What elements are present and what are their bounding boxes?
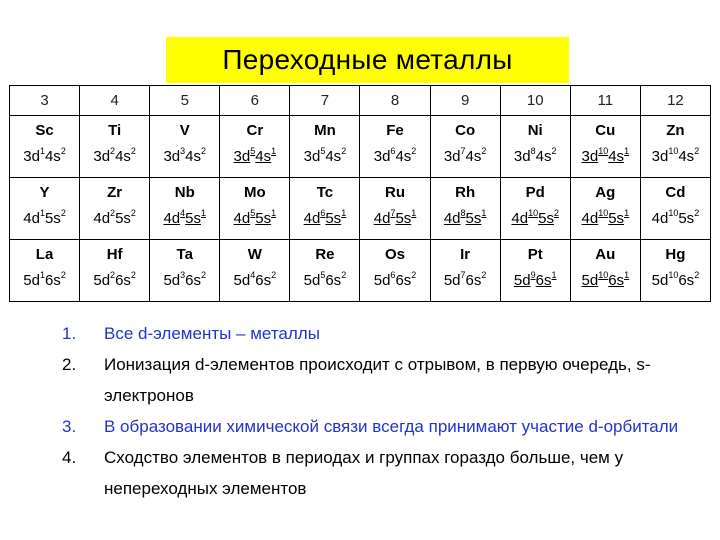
element-symbol: Rh [455,184,476,202]
orbital-label: 6s [465,272,482,290]
element-cell [570,240,640,302]
orbital-label: 5d [651,272,669,290]
electron-configuration [641,210,710,228]
orbital-label: 6s [535,272,552,290]
electron-configuration [10,272,79,290]
electron-configuration [150,272,219,290]
orbital-electron-count: 10 [668,208,679,219]
orbital-label: 6s [325,272,342,290]
orbital-label: 5s [465,210,482,228]
orbital-label: 5d [163,272,181,290]
fact-text: Сходство элементов в периодах и группах гораздо больше, чем у непереходных элементов [104,448,624,498]
group-number: 4 [80,86,150,116]
orbital-label: 6s [678,272,695,290]
orbital-electron-count: 2 [341,270,347,281]
electron-configuration [431,210,500,228]
orbital-electron-count: 6 [390,270,396,281]
element-symbol: Nb [174,184,195,202]
orbital-label: 4d [511,210,529,228]
orbital-label: 5s [115,210,131,228]
orbital-label: 5s [538,210,554,228]
orbital-label: 5s [608,210,625,228]
orbital-label: 4d [373,210,391,228]
orbital-electron-count: 10 [668,270,679,281]
orbital-electron-count: 5 [320,270,326,281]
element-cell [570,116,640,178]
electron-configuration [220,210,289,228]
element-cell [500,178,570,240]
orbital-electron-count: 1 [201,208,207,219]
orbital-label: 5s [185,210,201,228]
element-symbol: Hg [665,246,686,264]
electron-configuration [360,210,429,228]
element-symbol: Cr [246,122,264,140]
group-number: 6 [220,86,290,116]
element-symbol: Ir [460,246,471,264]
element-symbol: Ni [527,122,543,140]
orbital-label: 4d [93,210,111,228]
orbital-electron-count: 10 [598,146,609,157]
orbital-label: 4d [651,210,669,228]
orbital-electron-count: 1 [271,208,277,219]
orbital-electron-count: 4 [250,270,256,281]
fact-text: В образовании химической связи всегда принимают участие d-орбитали [104,417,679,436]
group-number: 5 [150,86,220,116]
element-symbol: Ti [108,122,122,140]
orbital-electron-count: 2 [110,208,116,219]
orbital-label: 4d [233,210,251,228]
period-row [10,178,711,240]
element-cell [360,116,430,178]
orbital-electron-count: 7 [390,208,396,219]
orbital-electron-count: 2 [110,270,116,281]
element-cell [10,178,80,240]
orbital-electron-count: 2 [411,146,417,157]
element-symbol: Fe [386,122,404,140]
element-cell [430,116,500,178]
fact-item [62,318,692,349]
fact-number: 1. [62,324,77,343]
element-cell [10,240,80,302]
orbital-label: 3d [513,148,531,166]
element-cell [220,116,290,178]
element-cell [80,240,150,302]
orbital-label: 4s [185,148,201,166]
orbital-electron-count: 2 [130,270,136,281]
orbital-electron-count: 5 [250,208,256,219]
element-symbol: Zn [666,122,685,140]
orbital-label: 6s [115,272,131,290]
element-symbol: Re [315,246,335,264]
facts-list [62,318,692,504]
orbital-label: 5d [93,272,111,290]
element-symbol: Sc [35,122,54,140]
electron-configuration [501,272,570,290]
element-cell [640,178,710,240]
orbital-label: 3d [581,148,599,166]
orbital-label: 5s [44,210,61,228]
orbital-label: 4s [535,148,552,166]
element-cell [150,178,220,240]
group-number: 7 [290,86,360,116]
electron-configuration [290,148,359,166]
orbital-label: 5d [581,272,599,290]
orbital-electron-count: 1 [39,146,45,157]
orbital-label: 3d [651,148,669,166]
orbital-label: 4s [325,148,342,166]
orbital-electron-count: 7 [460,270,466,281]
orbital-label: 3d [443,148,461,166]
orbital-electron-count: 2 [551,146,557,157]
orbital-electron-count: 2 [271,270,277,281]
electron-configuration [290,272,359,290]
orbital-electron-count: 5 [250,146,256,157]
orbital-electron-count: 2 [110,146,116,157]
element-cell [150,240,220,302]
orbital-electron-count: 2 [411,270,417,281]
fact-number: 4. [62,448,77,467]
orbital-electron-count: 10 [528,208,539,219]
electron-configuration [290,210,359,228]
fact-number: 2. [62,355,77,374]
electron-configuration [571,148,640,166]
electron-configuration [501,210,570,228]
orbital-electron-count: 1 [271,146,277,157]
element-cell [220,178,290,240]
electron-configuration [571,272,640,290]
orbital-label: 5d [23,272,40,290]
electron-configuration [360,148,429,166]
orbital-electron-count: 1 [39,270,45,281]
period-row [10,116,711,178]
orbital-label: 4s [255,148,272,166]
orbital-electron-count: 2 [341,146,347,157]
orbital-label: 6s [395,272,412,290]
orbital-label: 4d [163,210,181,228]
orbital-label: 3d [303,148,321,166]
orbital-electron-count: 1 [624,270,630,281]
element-symbol: Ru [385,184,406,202]
orbital-label: 3d [373,148,391,166]
element-cell [500,116,570,178]
electron-configuration [10,148,79,166]
orbital-label: 5s [255,210,272,228]
orbital-label: 6s [185,272,201,290]
fact-number: 3. [62,417,77,436]
element-symbol: Mo [243,184,266,202]
element-symbol: Zr [107,184,123,202]
element-symbol: Ag [595,184,616,202]
element-symbol: Pt [527,246,543,264]
element-symbol: W [247,246,262,264]
orbital-label: 4s [678,148,695,166]
orbital-label: 5s [678,210,695,228]
element-cell [640,240,710,302]
fact-item [62,349,692,411]
fact-text: Ионизация d-элементов происходит с отрывом, в первую очередь, s-электронов [104,355,651,405]
fact-text: Все d-элементы – металлы [104,324,320,343]
group-number: 3 [10,86,80,116]
orbital-electron-count: 3 [180,146,186,157]
element-cell [150,116,220,178]
orbital-electron-count: 2 [694,270,700,281]
orbital-electron-count: 8 [530,146,536,157]
element-symbol: Tc [316,184,334,202]
orbital-label: 4s [115,148,131,166]
orbital-electron-count: 10 [598,208,609,219]
orbital-electron-count: 1 [481,208,487,219]
element-symbol: V [179,122,190,140]
orbital-electron-count: 10 [668,146,679,157]
orbital-label: 4s [608,148,625,166]
page-title: Переходные металлы [166,37,569,83]
element-symbol: Cu [595,122,616,140]
element-cell [290,240,360,302]
orbital-label: 4d [581,210,599,228]
orbital-electron-count: 1 [341,208,347,219]
orbital-electron-count: 8 [460,208,466,219]
electron-configuration [220,272,289,290]
orbital-electron-count: 10 [598,270,609,281]
element-cell [80,116,150,178]
orbital-label: 4d [23,210,40,228]
orbital-electron-count: 2 [130,146,136,157]
orbital-label: 4s [44,148,61,166]
orbital-electron-count: 2 [201,270,207,281]
orbital-label: 3d [233,148,251,166]
orbital-electron-count: 2 [60,208,66,219]
electron-configuration [431,148,500,166]
element-cell [290,116,360,178]
period-row [10,240,711,302]
element-symbol: Cd [665,184,686,202]
element-symbol: Hf [106,246,123,264]
element-cell [10,116,80,178]
orbital-label: 4s [465,148,482,166]
orbital-label: 4s [395,148,412,166]
orbital-label: 5d [303,272,321,290]
element-cell [360,240,430,302]
orbital-label: 5d [443,272,461,290]
orbital-label: 5s [395,210,412,228]
element-symbol: Mn [314,122,336,140]
orbital-electron-count: 1 [624,146,630,157]
orbital-label: 4d [303,210,321,228]
electron-configuration [150,148,219,166]
orbital-electron-count: 3 [180,270,186,281]
transition-metals-table [9,85,711,302]
orbital-electron-count: 1 [551,270,557,281]
element-symbol: La [35,246,54,264]
group-number: 9 [430,86,500,116]
element-symbol: Co [455,122,476,140]
electron-configuration [80,148,149,166]
orbital-electron-count: 2 [60,146,66,157]
electron-configuration [220,148,289,166]
orbital-electron-count: 2 [694,208,700,219]
fact-item [62,442,692,504]
orbital-label: 5s [325,210,342,228]
group-number: 12 [640,86,710,116]
orbital-electron-count: 2 [553,208,559,219]
element-cell [430,240,500,302]
orbital-label: 6s [608,272,625,290]
orbital-label: 3d [23,148,40,166]
orbital-electron-count: 1 [624,208,630,219]
element-symbol: Au [595,246,616,264]
electron-configuration [431,272,500,290]
electron-configuration [80,210,149,228]
element-cell [570,178,640,240]
electron-configuration [80,272,149,290]
orbital-electron-count: 2 [130,208,136,219]
element-cell [640,116,710,178]
group-number: 10 [500,86,570,116]
electron-configuration [641,272,710,290]
element-cell [500,240,570,302]
element-symbol: Y [39,184,50,202]
electron-configuration [150,210,219,228]
orbital-electron-count: 2 [201,146,207,157]
orbital-electron-count: 2 [481,270,487,281]
orbital-electron-count: 2 [60,270,66,281]
element-cell [360,178,430,240]
orbital-label: 5d [233,272,251,290]
orbital-electron-count: 1 [39,208,45,219]
element-cell [290,178,360,240]
element-symbol: Pd [525,184,545,202]
element-symbol: Ta [176,246,193,264]
orbital-label: 3d [93,148,111,166]
electron-configuration [360,272,429,290]
electron-configuration [641,148,710,166]
electron-configuration [501,148,570,166]
orbital-electron-count: 4 [180,208,186,219]
fact-item [62,411,692,442]
orbital-electron-count: 2 [481,146,487,157]
electron-configuration [571,210,640,228]
orbital-label: 4d [443,210,461,228]
element-symbol: Os [385,246,406,264]
orbital-electron-count: 2 [694,146,700,157]
orbital-electron-count: 9 [530,270,536,281]
orbital-electron-count: 1 [411,208,417,219]
orbital-label: 3d [163,148,181,166]
orbital-label: 6s [44,272,61,290]
element-cell [430,178,500,240]
orbital-electron-count: 6 [320,208,326,219]
element-cell [220,240,290,302]
orbital-label: 5d [513,272,531,290]
orbital-electron-count: 5 [320,146,326,157]
orbital-electron-count: 7 [460,146,466,157]
group-number: 11 [570,86,640,116]
orbital-label: 5d [373,272,391,290]
orbital-electron-count: 6 [390,146,396,157]
element-cell [80,178,150,240]
orbital-label: 6s [255,272,272,290]
group-number: 8 [360,86,430,116]
electron-configuration [10,210,79,228]
group-header-row [10,86,711,116]
